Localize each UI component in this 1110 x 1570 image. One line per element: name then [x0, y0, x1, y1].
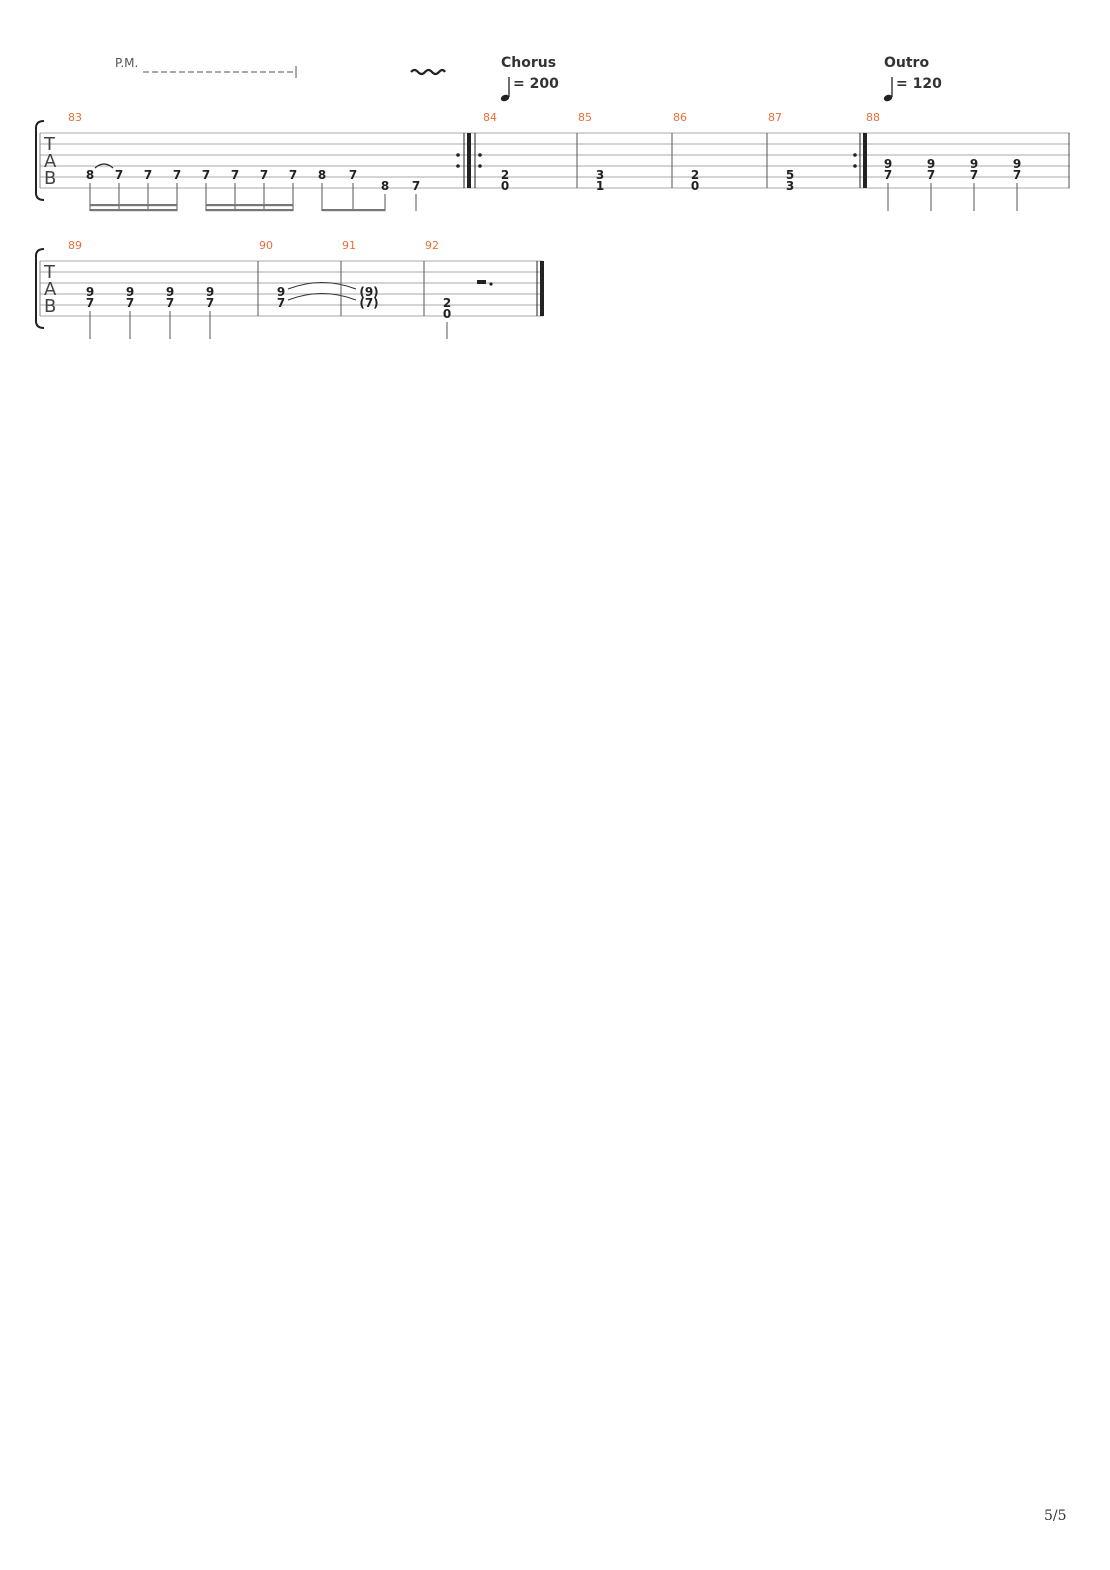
fret-number: 7: [165, 296, 175, 310]
fret-number: 2: [690, 168, 700, 182]
fret-number: 7: [143, 168, 153, 182]
note-stems: [90, 183, 416, 211]
measure-number: 88: [866, 111, 880, 124]
fret-number: 0: [690, 179, 700, 193]
measure-86: [673, 111, 699, 193]
measure-83: [68, 111, 420, 211]
measure-92: [425, 239, 493, 339]
final-barline: [537, 261, 544, 316]
tab-clef-a: A: [44, 151, 57, 172]
fret-number: 5: [785, 168, 795, 182]
fret-number: 1: [595, 179, 605, 193]
tab-staff-system-2: [36, 239, 544, 339]
fret-number: 0: [442, 307, 452, 321]
fret-number: 7: [172, 168, 182, 182]
tab-clef-b: B: [44, 168, 57, 189]
fret-number: 9: [205, 285, 215, 299]
tab-clef-t: T: [44, 134, 55, 155]
palm-mute-label: P.M.: [115, 56, 139, 70]
quarter-note-icon: [500, 77, 510, 102]
measure-number: 89: [68, 239, 82, 252]
repeat-start-barline: [475, 133, 482, 188]
repeat-end-barline: [853, 133, 867, 188]
tempo-marking-outro: = 120: [896, 76, 942, 92]
measure-number: 85: [578, 111, 592, 124]
page-number: 5/5: [1044, 1508, 1067, 1524]
tab-staff-system-1: [36, 111, 1070, 211]
fret-number: 7: [926, 168, 936, 182]
fret-number: 7: [969, 168, 979, 182]
tab-clef-t: T: [44, 262, 55, 283]
measure-number: 84: [483, 111, 497, 124]
section-label-chorus: Chorus: [501, 55, 557, 71]
measure-87: [768, 111, 794, 193]
fret-number: 7: [85, 296, 95, 310]
fret-number: 7: [276, 296, 286, 310]
fret-number: 7: [205, 296, 215, 310]
fret-number: 9: [883, 157, 893, 171]
tab-clef-a: A: [44, 279, 57, 300]
fret-number: 9: [125, 285, 135, 299]
measure-85: [578, 111, 604, 193]
fret-number: 7: [230, 168, 240, 182]
note-beams: [90, 204, 385, 211]
fret-number: 8: [380, 179, 390, 193]
quarter-note-icon: [883, 77, 893, 102]
measure-89: [68, 239, 214, 339]
tempo-marking-chorus: = 200: [513, 76, 559, 92]
fret-number: 7: [125, 296, 135, 310]
fret-number: 7: [348, 168, 358, 182]
fret-number: 7: [411, 179, 421, 193]
measure-number: 83: [68, 111, 82, 124]
fret-number: 7: [1012, 168, 1022, 182]
fret-number: 3: [785, 179, 795, 193]
note-stems: [90, 311, 210, 339]
fret-number: 9: [926, 157, 936, 171]
tied-fret-number: (9): [359, 285, 379, 299]
fret-number: 2: [442, 296, 452, 310]
section-label-outro: Outro: [884, 55, 930, 71]
measure-84: [483, 111, 509, 193]
fret-number: 9: [165, 285, 175, 299]
measure-number: 86: [673, 111, 687, 124]
fret-number: 7: [259, 168, 269, 182]
fret-number: 9: [969, 157, 979, 171]
fret-number: 7: [201, 168, 211, 182]
fret-number: 7: [114, 168, 124, 182]
tab-clef-b: B: [44, 296, 57, 317]
fret-number: 7: [883, 168, 893, 182]
measure-number: 87: [768, 111, 782, 124]
fret-number: 9: [1012, 157, 1022, 171]
note-stems: [888, 183, 1017, 211]
fret-number: 0: [500, 179, 510, 193]
measure-88: [866, 111, 1021, 211]
tied-fret-number: (7): [359, 296, 379, 310]
vibrato-icon: [411, 70, 445, 74]
measure-number: 91: [342, 239, 356, 252]
fret-number: 3: [595, 168, 605, 182]
fret-number: 7: [288, 168, 298, 182]
measure-91: [342, 239, 379, 310]
fret-number: 9: [85, 285, 95, 299]
fret-number: 9: [276, 285, 286, 299]
dotted-half-rest-icon: [477, 280, 493, 286]
measure-number: 92: [425, 239, 439, 252]
fret-number: 8: [85, 168, 95, 182]
repeat-end-barline: [456, 133, 471, 188]
measure-number: 90: [259, 239, 273, 252]
fret-number: 8: [317, 168, 327, 182]
fret-number: 2: [500, 168, 510, 182]
